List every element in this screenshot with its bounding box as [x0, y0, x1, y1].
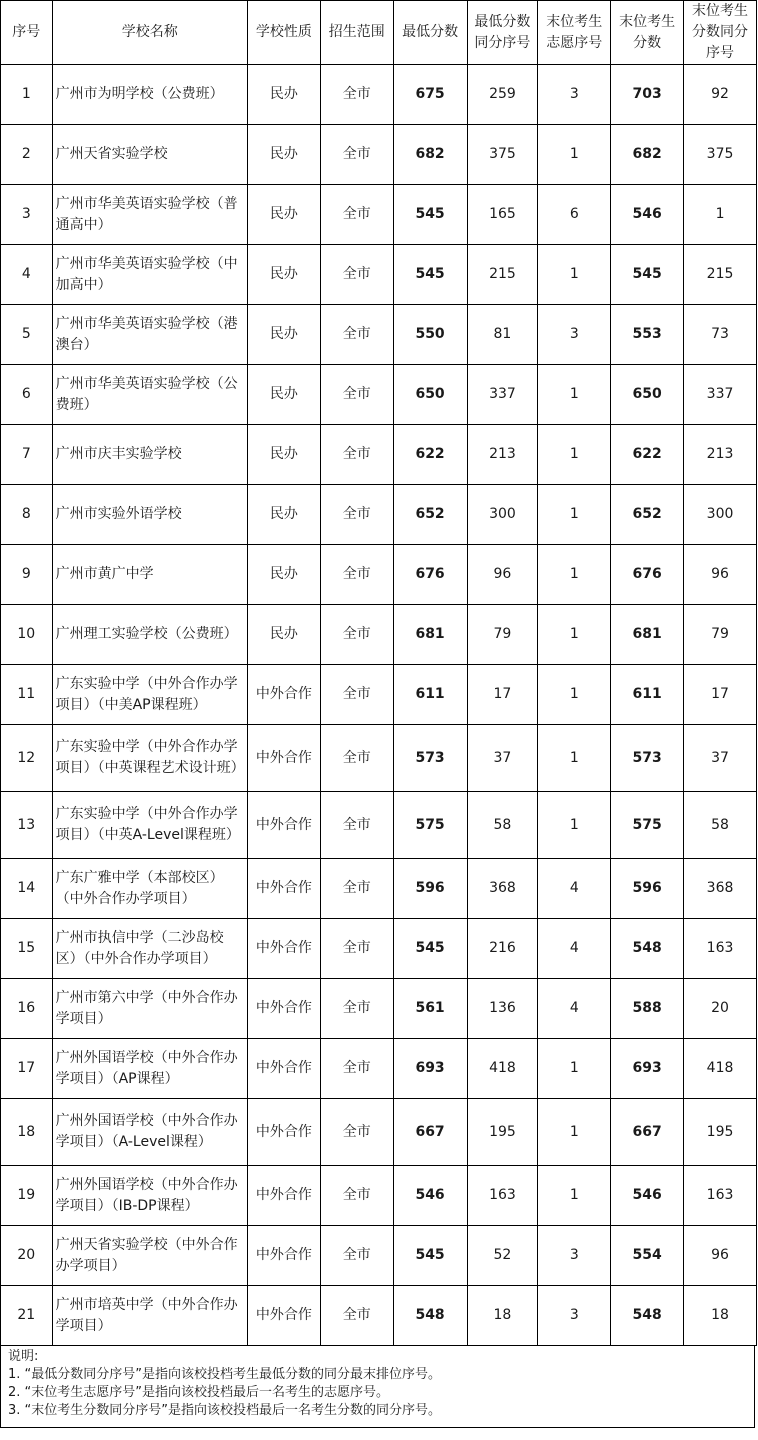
cell-school-nature: 民办	[247, 365, 320, 425]
cell-last-choice: 3	[538, 305, 611, 365]
cell-scope: 全市	[320, 485, 393, 545]
notes-title: 说明:	[8, 1349, 39, 1364]
cell-school-name: 广东实验中学（中外合作办学项目）（中美AP课程班）	[52, 665, 247, 725]
cell-scope: 全市	[320, 859, 393, 919]
cell-scope: 全市	[320, 125, 393, 185]
cell-min-score-rank: 37	[467, 725, 538, 792]
cell-min-score: 652	[393, 485, 467, 545]
cell-scope: 全市	[320, 725, 393, 792]
cell-school-name: 广州外国语学校（中外合作办学项目）（IB-DP课程）	[52, 1166, 247, 1226]
cell-last-choice: 1	[538, 485, 611, 545]
cell-school-name: 广州天省实验学校（中外合作办学项目）	[52, 1226, 247, 1286]
cell-scope: 全市	[320, 1099, 393, 1166]
cell-school-name: 广州天省实验学校	[52, 125, 247, 185]
cell-last-choice: 1	[538, 425, 611, 485]
cell-min-score-rank: 375	[467, 125, 538, 185]
cell-school-nature: 中外合作	[247, 1099, 320, 1166]
cell-scope: 全市	[320, 792, 393, 859]
header-min-score-rank: 最低分数同分序号	[467, 1, 538, 65]
cell-last-score-rank: 418	[684, 1039, 757, 1099]
cell-school-name: 广东实验中学（中外合作办学项目）（中英A-Level课程班）	[52, 792, 247, 859]
cell-school-nature: 民办	[247, 605, 320, 665]
table-row	[1, 245, 757, 305]
cell-last-choice: 1	[538, 365, 611, 425]
header-scope: 招生范围	[320, 1, 393, 65]
cell-seq: 15	[1, 919, 53, 979]
cell-school-nature: 民办	[247, 305, 320, 365]
cell-scope: 全市	[320, 425, 393, 485]
cell-school-name: 广州市第六中学（中外合作办学项目）	[52, 979, 247, 1039]
cell-seq: 7	[1, 425, 53, 485]
cell-school-nature: 民办	[247, 65, 320, 125]
cell-school-nature: 中外合作	[247, 665, 320, 725]
header-last-choice: 末位考生志愿序号	[538, 1, 611, 65]
cell-scope: 全市	[320, 545, 393, 605]
cell-min-score-rank: 165	[467, 185, 538, 245]
cell-min-score: 561	[393, 979, 467, 1039]
cell-min-score: 682	[393, 125, 467, 185]
cell-last-choice: 3	[538, 65, 611, 125]
cell-last-score: 575	[611, 792, 684, 859]
table-row	[1, 792, 757, 859]
cell-min-score-rank: 136	[467, 979, 538, 1039]
cell-min-score-rank: 17	[467, 665, 538, 725]
table-row	[1, 1166, 757, 1226]
cell-last-choice: 6	[538, 185, 611, 245]
cell-last-choice: 1	[538, 125, 611, 185]
cell-seq: 17	[1, 1039, 53, 1099]
header-min-score: 最低分数	[393, 1, 467, 65]
cell-last-choice: 1	[538, 792, 611, 859]
cell-last-score: 596	[611, 859, 684, 919]
cell-min-score-rank: 300	[467, 485, 538, 545]
table-row	[1, 305, 757, 365]
cell-min-score-rank: 337	[467, 365, 538, 425]
cell-min-score: 693	[393, 1039, 467, 1099]
cell-last-score-rank: 37	[684, 725, 757, 792]
cell-school-name: 广州市华美英语实验学校（港澳台）	[52, 305, 247, 365]
cell-school-nature: 中外合作	[247, 919, 320, 979]
cell-last-choice: 1	[538, 1166, 611, 1226]
cell-last-score-rank: 1	[684, 185, 757, 245]
cell-scope: 全市	[320, 305, 393, 365]
cell-last-score-rank: 163	[684, 919, 757, 979]
cell-last-score: 588	[611, 979, 684, 1039]
cell-last-score-rank: 163	[684, 1166, 757, 1226]
cell-school-name: 广州市培英中学（中外合作办学项目）	[52, 1286, 247, 1346]
cell-school-name: 广州市为明学校（公费班）	[52, 65, 247, 125]
table-row	[1, 365, 757, 425]
cell-last-score: 676	[611, 545, 684, 605]
cell-seq: 20	[1, 1226, 53, 1286]
header-school-nature: 学校性质	[247, 1, 320, 65]
cell-seq: 8	[1, 485, 53, 545]
cell-min-score-rank: 368	[467, 859, 538, 919]
cell-min-score: 676	[393, 545, 467, 605]
cell-min-score: 546	[393, 1166, 467, 1226]
cell-last-score-rank: 96	[684, 1226, 757, 1286]
cell-min-score: 545	[393, 1226, 467, 1286]
cell-last-score: 611	[611, 665, 684, 725]
header-school-name: 学校名称	[52, 1, 247, 65]
table-row	[1, 1286, 757, 1346]
cell-school-nature: 中外合作	[247, 1166, 320, 1226]
cell-scope: 全市	[320, 65, 393, 125]
cell-seq: 14	[1, 859, 53, 919]
cell-last-score: 546	[611, 1166, 684, 1226]
cell-school-name: 广州市黄广中学	[52, 545, 247, 605]
cell-last-score: 650	[611, 365, 684, 425]
cell-last-score: 681	[611, 605, 684, 665]
cell-min-score: 622	[393, 425, 467, 485]
cell-school-nature: 中外合作	[247, 792, 320, 859]
cell-last-score: 703	[611, 65, 684, 125]
cell-min-score: 650	[393, 365, 467, 425]
table-row	[1, 605, 757, 665]
table-row	[1, 979, 757, 1039]
cell-seq: 11	[1, 665, 53, 725]
cell-min-score-rank: 52	[467, 1226, 538, 1286]
cell-last-score-rank: 18	[684, 1286, 757, 1346]
cell-last-score-rank: 195	[684, 1099, 757, 1166]
cell-seq: 1	[1, 65, 53, 125]
note-item: 3. “末位考生分数同分序号”是指向该校投档最后一名考生分数的同分序号。	[8, 1403, 442, 1418]
cell-last-score: 573	[611, 725, 684, 792]
cell-seq: 3	[1, 185, 53, 245]
cell-school-nature: 中外合作	[247, 979, 320, 1039]
cell-scope: 全市	[320, 1286, 393, 1346]
cell-scope: 全市	[320, 1039, 393, 1099]
cell-scope: 全市	[320, 1226, 393, 1286]
table-row	[1, 919, 757, 979]
cell-seq: 4	[1, 245, 53, 305]
cell-min-score: 681	[393, 605, 467, 665]
cell-seq: 2	[1, 125, 53, 185]
table-row	[1, 65, 757, 125]
cell-last-score: 548	[611, 919, 684, 979]
table-row	[1, 1226, 757, 1286]
cell-min-score-rank: 163	[467, 1166, 538, 1226]
cell-min-score: 667	[393, 1099, 467, 1166]
cell-school-nature: 民办	[247, 245, 320, 305]
cell-last-score-rank: 20	[684, 979, 757, 1039]
cell-school-name: 广东广雅中学（本部校区）（中外合作办学项目）	[52, 859, 247, 919]
header-last-score: 末位考生分数	[611, 1, 684, 65]
cell-scope: 全市	[320, 979, 393, 1039]
cell-last-choice: 4	[538, 859, 611, 919]
cell-min-score-rank: 81	[467, 305, 538, 365]
cell-school-nature: 民办	[247, 485, 320, 545]
cell-school-nature: 中外合作	[247, 859, 320, 919]
cell-min-score-rank: 259	[467, 65, 538, 125]
cell-last-score: 682	[611, 125, 684, 185]
cell-seq: 9	[1, 545, 53, 605]
cell-min-score: 611	[393, 665, 467, 725]
cell-last-score-rank: 73	[684, 305, 757, 365]
cell-min-score: 575	[393, 792, 467, 859]
cell-min-score: 675	[393, 65, 467, 125]
table-row	[1, 185, 757, 245]
table-row	[1, 125, 757, 185]
cell-school-name: 广州市庆丰实验学校	[52, 425, 247, 485]
cell-last-choice: 3	[538, 1286, 611, 1346]
cell-last-choice: 1	[538, 1039, 611, 1099]
cell-school-name: 广州市华美英语实验学校（公费班）	[52, 365, 247, 425]
notes-section	[0, 1346, 755, 1428]
cell-scope: 全市	[320, 1166, 393, 1226]
cell-school-name: 广东实验中学（中外合作办学项目）（中英课程艺术设计班）	[52, 725, 247, 792]
cell-school-nature: 中外合作	[247, 1039, 320, 1099]
cell-last-score: 693	[611, 1039, 684, 1099]
cell-last-score-rank: 337	[684, 365, 757, 425]
cell-last-score: 546	[611, 185, 684, 245]
table-row	[1, 545, 757, 605]
cell-scope: 全市	[320, 185, 393, 245]
cell-seq: 18	[1, 1099, 53, 1166]
cell-school-name: 广州市实验外语学校	[52, 485, 247, 545]
cell-min-score-rank: 216	[467, 919, 538, 979]
cell-min-score-rank: 215	[467, 245, 538, 305]
cell-scope: 全市	[320, 245, 393, 305]
cell-school-name: 广州外国语学校（中外合作办学项目）（AP课程）	[52, 1039, 247, 1099]
cell-school-nature: 中外合作	[247, 725, 320, 792]
table-body	[1, 65, 757, 1346]
table-row	[1, 1039, 757, 1099]
cell-last-choice: 3	[538, 1226, 611, 1286]
cell-seq: 10	[1, 605, 53, 665]
header-seq: 序号	[1, 1, 53, 65]
cell-school-nature: 民办	[247, 425, 320, 485]
cell-last-score: 667	[611, 1099, 684, 1166]
cell-last-choice: 1	[538, 725, 611, 792]
note-item: 1. “最低分数同分序号”是指向该校投档考生最低分数的同分最末排位序号。	[8, 1367, 442, 1382]
cell-last-score-rank: 17	[684, 665, 757, 725]
cell-last-choice: 1	[538, 545, 611, 605]
cell-last-score-rank: 79	[684, 605, 757, 665]
cell-min-score: 573	[393, 725, 467, 792]
cell-last-score-rank: 368	[684, 859, 757, 919]
table-row	[1, 425, 757, 485]
cell-school-name: 广州市华美英语实验学校（普通高中）	[52, 185, 247, 245]
cell-last-score: 553	[611, 305, 684, 365]
cell-last-score: 548	[611, 1286, 684, 1346]
cell-min-score: 545	[393, 245, 467, 305]
cell-last-score: 622	[611, 425, 684, 485]
cell-seq: 19	[1, 1166, 53, 1226]
cell-last-score-rank: 215	[684, 245, 757, 305]
table-header-row	[1, 1, 757, 65]
cell-last-score: 545	[611, 245, 684, 305]
table-row	[1, 859, 757, 919]
cell-school-nature: 民办	[247, 185, 320, 245]
cell-seq: 5	[1, 305, 53, 365]
cell-min-score-rank: 79	[467, 605, 538, 665]
cell-school-name: 广州外国语学校（中外合作办学项目）（A-Level课程）	[52, 1099, 247, 1166]
cell-last-score-rank: 58	[684, 792, 757, 859]
cell-min-score-rank: 213	[467, 425, 538, 485]
cell-school-nature: 民办	[247, 125, 320, 185]
cell-school-nature: 民办	[247, 545, 320, 605]
cell-last-choice: 1	[538, 665, 611, 725]
cell-seq: 16	[1, 979, 53, 1039]
cell-last-score-rank: 213	[684, 425, 757, 485]
cell-min-score-rank: 418	[467, 1039, 538, 1099]
cell-last-choice: 1	[538, 605, 611, 665]
cell-scope: 全市	[320, 605, 393, 665]
cell-last-choice: 1	[538, 1099, 611, 1166]
cell-seq: 13	[1, 792, 53, 859]
cell-min-score: 548	[393, 1286, 467, 1346]
cell-min-score: 550	[393, 305, 467, 365]
cell-min-score-rank: 195	[467, 1099, 538, 1166]
cell-school-nature: 中外合作	[247, 1226, 320, 1286]
cell-school-name: 广州市执信中学（二沙岛校区）（中外合作办学项目）	[52, 919, 247, 979]
cell-min-score: 596	[393, 859, 467, 919]
cell-seq: 21	[1, 1286, 53, 1346]
cell-scope: 全市	[320, 919, 393, 979]
cell-min-score-rank: 18	[467, 1286, 538, 1346]
cell-min-score-rank: 58	[467, 792, 538, 859]
cell-last-score: 652	[611, 485, 684, 545]
cell-min-score-rank: 96	[467, 545, 538, 605]
cell-min-score: 545	[393, 185, 467, 245]
cell-min-score: 545	[393, 919, 467, 979]
cell-last-choice: 1	[538, 245, 611, 305]
table-row	[1, 665, 757, 725]
header-last-score-rank: 末位考生分数同分序号	[684, 1, 757, 65]
cell-last-score-rank: 375	[684, 125, 757, 185]
cell-school-name: 广州理工实验学校（公费班）	[52, 605, 247, 665]
cell-last-choice: 4	[538, 919, 611, 979]
table-row	[1, 485, 757, 545]
cell-last-choice: 4	[538, 979, 611, 1039]
cell-scope: 全市	[320, 665, 393, 725]
cell-seq: 12	[1, 725, 53, 792]
cell-scope: 全市	[320, 365, 393, 425]
table-row	[1, 1099, 757, 1166]
cell-last-score: 554	[611, 1226, 684, 1286]
cell-school-name: 广州市华美英语实验学校（中加高中）	[52, 245, 247, 305]
cell-last-score-rank: 92	[684, 65, 757, 125]
note-item: 2. “末位考生志愿序号”是指向该校投档最后一名考生的志愿序号。	[8, 1385, 390, 1400]
cell-last-score-rank: 300	[684, 485, 757, 545]
cell-seq: 6	[1, 365, 53, 425]
cell-last-score-rank: 96	[684, 545, 757, 605]
table-row	[1, 725, 757, 792]
cell-school-nature: 中外合作	[247, 1286, 320, 1346]
